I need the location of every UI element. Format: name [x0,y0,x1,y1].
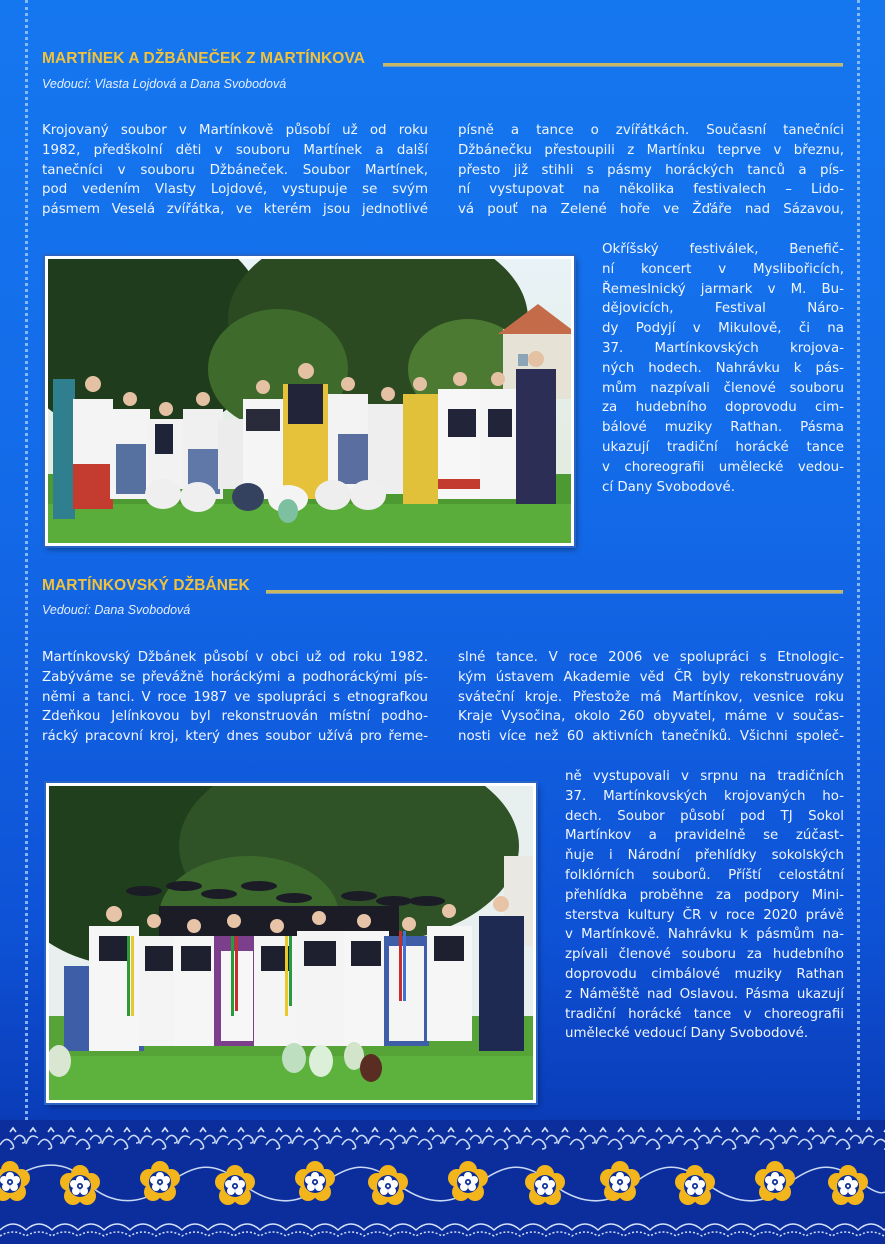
floral-pattern-icon [0,1120,885,1244]
group-photo-image [48,259,571,543]
lace-band [0,1224,885,1236]
swirl-band [0,1128,885,1149]
section1-column2: písně a tance o zvířátkách. Současní tanečníci Džbánečku přestoupili z Martínku teprve v březnu, přesto již stihli s pásmy horáckých tanců a pís- ní vystupovat na několika festivalech – Lido- vá pouť na Zelené hoře ve Žďáře nad Sázavou, [458,123,844,218]
section2-wrap-text: ně vystupovali v srpnu na tradičních 37. Martínkovských krojovaných ho- dech. Soubor působí pod TJ Sokol Martínkov a pravidelně se zúčast- ňuje i Národní přehlídky sokolských folklórních souborů. Příští celostátní přehlídka proběhne za podpory Mini- sterstva kultury ČR v roce 2020 právě v Martínkově. Nahrávku k pásmům na- zpívali členové souboru za hudebního doprovodu cimbálové muziky Rathan z Náměště nad Oslavou. Pásma ukazují tradiční horácké tance v choreografii umělecké vedoucí Dany Svobodové. [565,769,844,1042]
group-photo-image [49,786,533,1100]
section-leader: Vedoucí: Vlasta Lojdová a Dana Svobodová [42,77,287,91]
title-rule [266,590,843,594]
section-title-dzbanek: MARTÍNKOVSKÝ DŽBÁNEK [42,577,250,594]
section2-column1: Martínkovský Džbánek působí v obci už od roku 1982. Zabýváme se převážně horáckými a podhoráckými pís- němi a tanci. V roce 1987 ve spolupráci s etnografkou Zdeňkou Jelínkovou byl rekonstruován místní podho- rácký pracovní kroj, který dnes soubor užívá pro řeme- [42,650,428,745]
section-leader: Vedoucí: Dana Svobodová [42,603,191,617]
right-dotted-border [857,0,860,1120]
folk-ornament-footer [0,1120,885,1244]
section-title-martinek: MARTÍNEK A DŽBÁNEČEK Z MARTÍNKOVA [42,50,366,67]
section1-column1: Krojovaný soubor v Martínkově působí už od roku 1982, předškolní děti v souboru Martínek a další tanečníci v souboru Džbáneček. Soubor Martínek, pod vedením Vlasty Lojdové, vystupuje se svým pásmem Veselá zvířátka, ve kterém jsou jednotlivé [42,123,428,218]
title-rule [383,63,843,67]
flower-row [0,1161,868,1205]
section1-wrap-text: Okříšský festiválek, Benefič- ní koncert v Myslibořicích, Řemeslnický jarmark v M. Bu- dějovicích, Festival Náro- dy Podyjí v Mikulově, či na 37. Martínkovských krojova- ných hodech. Nahrávku k pás- mům nazpívali členové souboru za hudebního doprovodu cim- bálové muziky Rathan. Pásma ukazují tradiční horácké tance v choreografii umělecké vedou- cí Dany Svobodové. [602,242,844,495]
left-dotted-border [25,0,28,1120]
section2-column2: slné tance. V roce 2006 ve spolupráci s Etnologic- kým ústavem Akademie věd ČR byly rekonstruovány sváteční kroje. Přestože má Martínkov, vesnice roku Kraje Vysočina, okolo 260 obyvatel, máme v součas- nosti více než 60 aktivních tanečníků. Všichni společ- [458,650,844,745]
photo-martinek-group [45,256,574,546]
photo-dzbanek-group [46,783,536,1103]
